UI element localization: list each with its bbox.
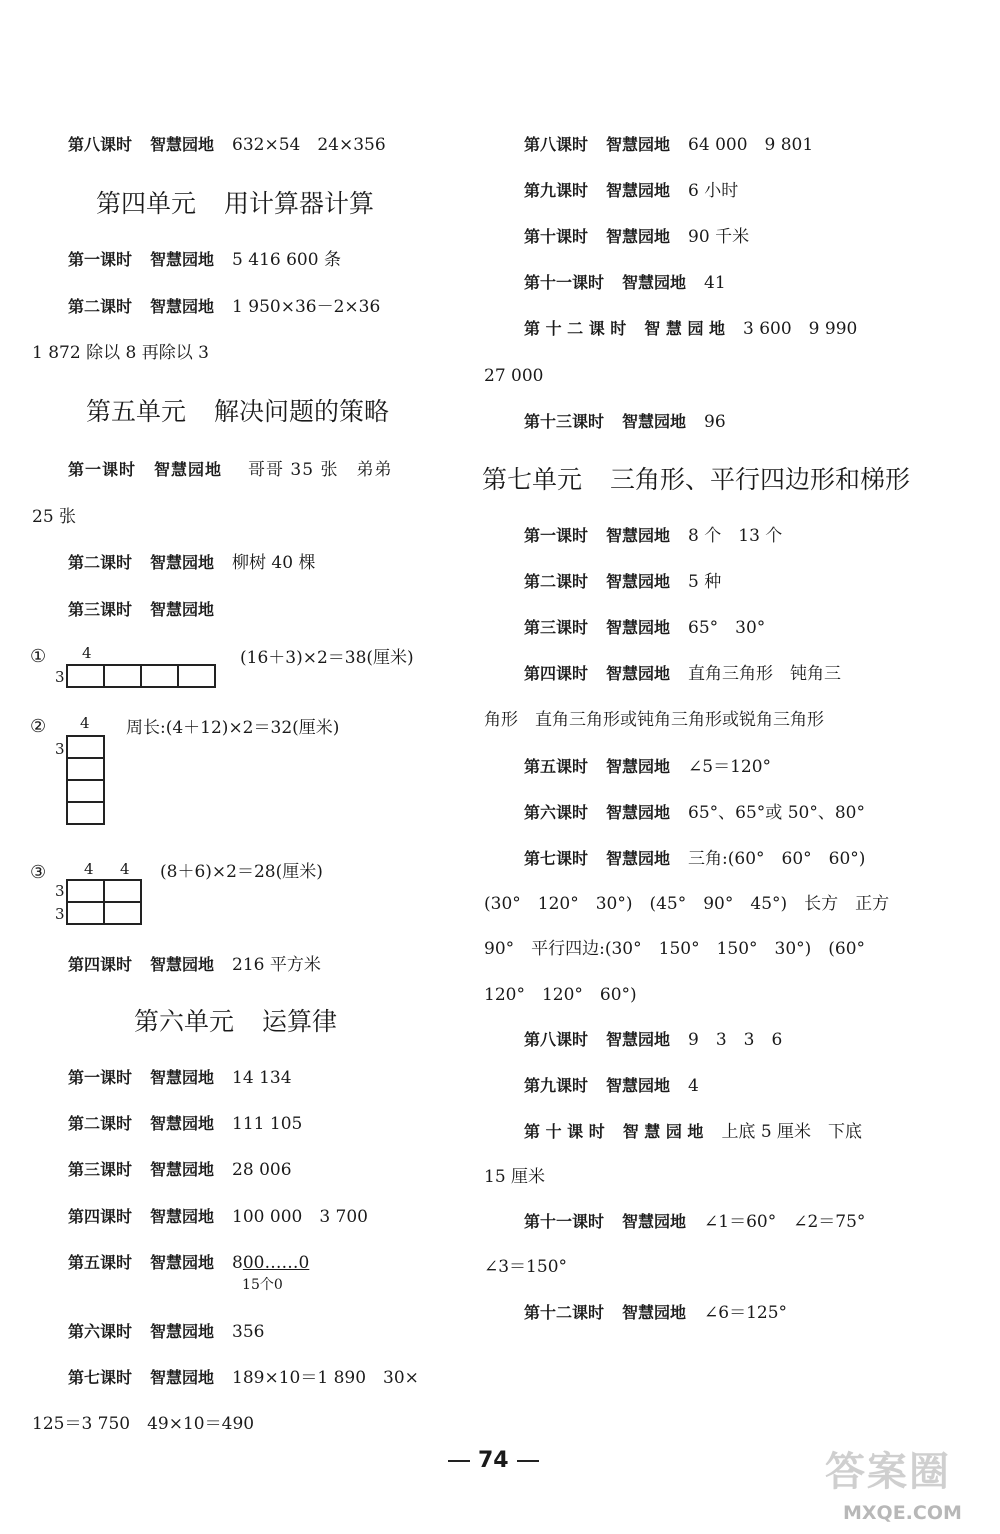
answer-value: 14 134 <box>232 1068 292 1088</box>
answer-value <box>232 1252 310 1293</box>
section-tag: 智慧园地 <box>622 1303 687 1322</box>
lesson-label: 第八课时 <box>524 135 589 154</box>
answer-value: 3 600 9 990 <box>743 319 858 339</box>
lesson-line <box>68 552 315 574</box>
section-tag: 智慧园地 <box>150 600 215 619</box>
lesson-label: 第九课时 <box>524 1076 589 1095</box>
lesson-line <box>68 1206 368 1228</box>
lesson-line <box>68 1367 419 1389</box>
answer-value: 5 416 600 条 <box>232 250 341 270</box>
lesson-line <box>524 134 813 156</box>
lesson-line <box>68 1113 302 1135</box>
watermark-logo <box>825 1440 962 1524</box>
lesson-line <box>68 1321 264 1343</box>
section-tag: 智慧园地 <box>622 1212 687 1231</box>
answer-value: 100 000 3 700 <box>232 1207 368 1227</box>
answer-value: 64 000 9 801 <box>688 135 814 155</box>
section-tag: 智慧园地 <box>606 803 671 822</box>
answer-value: ∠6＝125° <box>704 1303 788 1323</box>
lesson-line <box>68 249 341 271</box>
unit-title: 运算律 <box>262 1007 338 1036</box>
unit-title: 用计算器计算 <box>224 189 375 218</box>
lesson-line <box>524 272 726 294</box>
answer-value: 6 小时 <box>688 181 739 201</box>
lesson-line <box>524 802 865 824</box>
lesson-label: 第十一课时 <box>524 1212 605 1231</box>
lesson-label: 第三课时 <box>524 618 589 637</box>
section-tag: 智慧园地 <box>606 181 671 200</box>
lesson-line <box>68 134 386 156</box>
lesson-label: 第四课时 <box>524 664 589 683</box>
answer-continuation: 125＝3 750 49×10＝490 <box>32 1414 255 1434</box>
lesson-line <box>68 954 321 976</box>
lesson-line <box>68 1252 310 1293</box>
answer-value: 111 105 <box>232 1114 303 1134</box>
lesson-label: 第三课时 <box>68 1160 133 1179</box>
unit-number: 第四单元 <box>96 189 197 218</box>
rectangle-grid-2x2 <box>66 879 142 925</box>
lesson-line <box>524 663 841 685</box>
section-tag: 智慧园地 <box>622 273 687 292</box>
lesson-line <box>68 599 214 621</box>
figure-marker: ③ <box>30 862 47 883</box>
answer-value: 哥哥 35 张 弟弟 <box>248 460 393 480</box>
lesson-label: 第二课时 <box>68 297 133 316</box>
lesson-line <box>524 1302 787 1324</box>
lesson-line <box>68 296 380 318</box>
answer-continuation: 15 厘米 <box>484 1167 546 1187</box>
answer-value: 65° 30° <box>688 618 766 638</box>
answer-continuation: (30° 120° 30°) (45° 90° 45°) 长方 正方 <box>484 894 890 914</box>
top-length-label: 4 <box>120 860 130 878</box>
section-tag: 智慧园地 <box>150 955 215 974</box>
unit-heading <box>96 188 374 220</box>
unit-number: 第五单元 <box>86 397 187 426</box>
lesson-line <box>524 1029 782 1051</box>
top-length-label: 4 <box>82 644 92 662</box>
answer-value: 4 <box>688 1076 699 1096</box>
answer-continuation: 角形 直角三角形或钝角三角形或锐角三角形 <box>484 710 824 730</box>
lesson-label: 第四课时 <box>68 1207 133 1226</box>
lesson-label: 第七课时 <box>68 1368 133 1387</box>
lesson-label: 第 十 课 时 <box>524 1122 605 1141</box>
answer-value: ∠1＝60° ∠2＝75° <box>704 1212 866 1232</box>
section-tag: 智慧园地 <box>606 849 671 868</box>
unit-heading <box>134 1006 337 1038</box>
section-tag: 智慧园地 <box>154 460 223 479</box>
answer-value: 1 950×36－2×36 <box>232 297 381 317</box>
lesson-label: 第十一课时 <box>524 273 605 292</box>
section-tag: 智慧园地 <box>150 1207 215 1226</box>
section-tag: 智慧园地 <box>606 618 671 637</box>
section-tag: 智慧园地 <box>150 1068 215 1087</box>
unit-number: 第七单元 <box>482 465 583 494</box>
lesson-label: 第六课时 <box>68 1322 133 1341</box>
lesson-label: 第 十 二 课 时 <box>524 319 627 338</box>
rectangle-grid-4x1 <box>66 735 105 825</box>
answer-value: ∠5＝120° <box>688 757 772 777</box>
page-number <box>440 1448 547 1473</box>
answer-value: 632×54 24×356 <box>232 135 386 155</box>
section-tag: 智慧园地 <box>150 135 215 154</box>
top-length-label: 4 <box>84 860 94 878</box>
figure-formula: 周长:(4＋12)×2＝32(厘米) <box>126 718 340 738</box>
section-tag: 智慧园地 <box>150 1114 215 1133</box>
lesson-label: 第八课时 <box>68 135 133 154</box>
page-number-dash <box>517 1460 539 1462</box>
answer-continuation: ∠3＝150° <box>484 1257 568 1277</box>
page-number-text: 74 <box>478 1448 509 1473</box>
answer-value: 9 3 3 6 <box>688 1030 783 1050</box>
lesson-label: 第一课时 <box>68 250 133 269</box>
section-tag: 智慧园地 <box>622 412 687 431</box>
lesson-label: 第一课时 <box>68 1068 133 1087</box>
watermark-main-text: 答案圈 <box>825 1449 951 1495</box>
section-tag: 智慧园地 <box>606 664 671 683</box>
section-tag: 智慧园地 <box>606 135 671 154</box>
answer-value: 上底 5 厘米 下底 <box>721 1122 863 1142</box>
side-length-label: 3 <box>55 740 65 758</box>
answer-value: 28 006 <box>232 1160 292 1180</box>
answer-value: 96 <box>704 412 726 432</box>
answer-value: 直角三角形 钝角三 <box>688 664 842 684</box>
section-tag: 智慧园地 <box>606 227 671 246</box>
lesson-line <box>524 1211 865 1233</box>
unit-heading <box>86 396 389 428</box>
answer-continuation: 1 872 除以 8 再除以 3 <box>32 343 209 363</box>
unit-title: 三角形、平行四边形和梯形 <box>610 465 911 494</box>
section-tag: 智慧园地 <box>150 250 215 269</box>
lesson-label: 第十三课时 <box>524 412 605 431</box>
lesson-line <box>524 848 865 870</box>
answer-value: 356 <box>232 1322 265 1342</box>
section-tag: 智慧园地 <box>150 553 215 572</box>
lesson-line <box>524 1121 862 1143</box>
top-length-label: 4 <box>80 714 90 732</box>
answer-continuation: 27 000 <box>484 366 544 386</box>
side-length-label: 3 <box>55 668 65 686</box>
answer-value: 三角:(60° 60° 60°) <box>688 849 866 869</box>
lesson-line <box>524 756 771 778</box>
lesson-label: 第二课时 <box>68 1114 133 1133</box>
lesson-label: 第七课时 <box>524 849 589 868</box>
lesson-label: 第十课时 <box>524 227 589 246</box>
lesson-label: 第二课时 <box>68 553 133 572</box>
lesson-line <box>524 525 782 547</box>
answer-value: 90 千米 <box>688 227 750 247</box>
rectangle-grid-1x4 <box>66 664 216 688</box>
figure-marker: ① <box>30 646 47 667</box>
section-tag: 智慧园地 <box>150 1160 215 1179</box>
figure-formula: (8＋6)×2＝28(厘米) <box>160 862 323 882</box>
lesson-line <box>68 1159 292 1181</box>
answer-continuation: 25 张 <box>32 507 77 527</box>
section-tag: 智慧园地 <box>150 1253 215 1272</box>
side-length-label: 3 <box>55 905 65 923</box>
answer-value: 5 种 <box>688 572 722 592</box>
lesson-label: 第八课时 <box>524 1030 589 1049</box>
lesson-line <box>524 180 738 202</box>
section-tag: 智慧园地 <box>606 572 671 591</box>
lesson-line <box>524 1075 699 1097</box>
lesson-line <box>524 318 857 340</box>
answer-value: 216 平方米 <box>232 955 321 975</box>
answer-lead-digit: 8 <box>232 1253 243 1273</box>
brace-annotation: 15个0 <box>242 1277 283 1293</box>
lesson-label: 第一课时 <box>524 526 589 545</box>
section-tag: 智 慧 园 地 <box>622 1122 704 1141</box>
lesson-line <box>524 226 749 248</box>
section-tag: 智慧园地 <box>150 1322 215 1341</box>
answer-value: 65°、65°或 50°、80° <box>688 803 865 823</box>
lesson-label: 第二课时 <box>524 572 589 591</box>
answer-continuation: 120° 120° 60°) <box>484 985 637 1005</box>
lesson-label: 第四课时 <box>68 955 133 974</box>
section-tag: 智慧园地 <box>150 297 215 316</box>
lesson-label: 第九课时 <box>524 181 589 200</box>
unit-title: 解决问题的策略 <box>214 397 390 426</box>
section-tag: 智慧园地 <box>150 1368 215 1387</box>
lesson-line <box>524 411 726 433</box>
figure-marker: ② <box>30 716 47 737</box>
lesson-label: 第十二课时 <box>524 1303 605 1322</box>
unit-number: 第六单元 <box>134 1007 235 1036</box>
section-tag: 智慧园地 <box>606 1076 671 1095</box>
lesson-line <box>68 1067 292 1089</box>
section-tag: 智 慧 园 地 <box>644 319 726 338</box>
answer-continuation: 90° 平行四边:(30° 150° 150° 30°) (60° <box>484 939 866 959</box>
side-length-label: 3 <box>55 882 65 900</box>
watermark-url: MXQE.COM <box>843 1502 962 1524</box>
answer-value: 189×10＝1 890 30× <box>232 1368 419 1388</box>
lesson-label: 第三课时 <box>68 600 133 619</box>
answer-value: 41 <box>704 273 726 293</box>
page-number-dash <box>448 1460 470 1462</box>
lesson-label: 第六课时 <box>524 803 589 822</box>
unit-heading <box>482 464 910 496</box>
lesson-label: 第五课时 <box>524 757 589 776</box>
lesson-line <box>524 617 765 639</box>
answer-value: 柳树 40 棵 <box>232 553 316 573</box>
section-tag: 智慧园地 <box>606 1030 671 1049</box>
lesson-line <box>68 459 392 481</box>
lesson-label: 第一课时 <box>68 460 137 479</box>
answer-braced-zeros: 00……0 <box>242 1253 310 1273</box>
section-tag: 智慧园地 <box>606 757 671 776</box>
lesson-label: 第五课时 <box>68 1253 133 1272</box>
answer-value: 8 个 13 个 <box>688 526 783 546</box>
figure-formula: (16＋3)×2＝38(厘米) <box>240 648 414 668</box>
lesson-line <box>524 571 721 593</box>
section-tag: 智慧园地 <box>606 526 671 545</box>
